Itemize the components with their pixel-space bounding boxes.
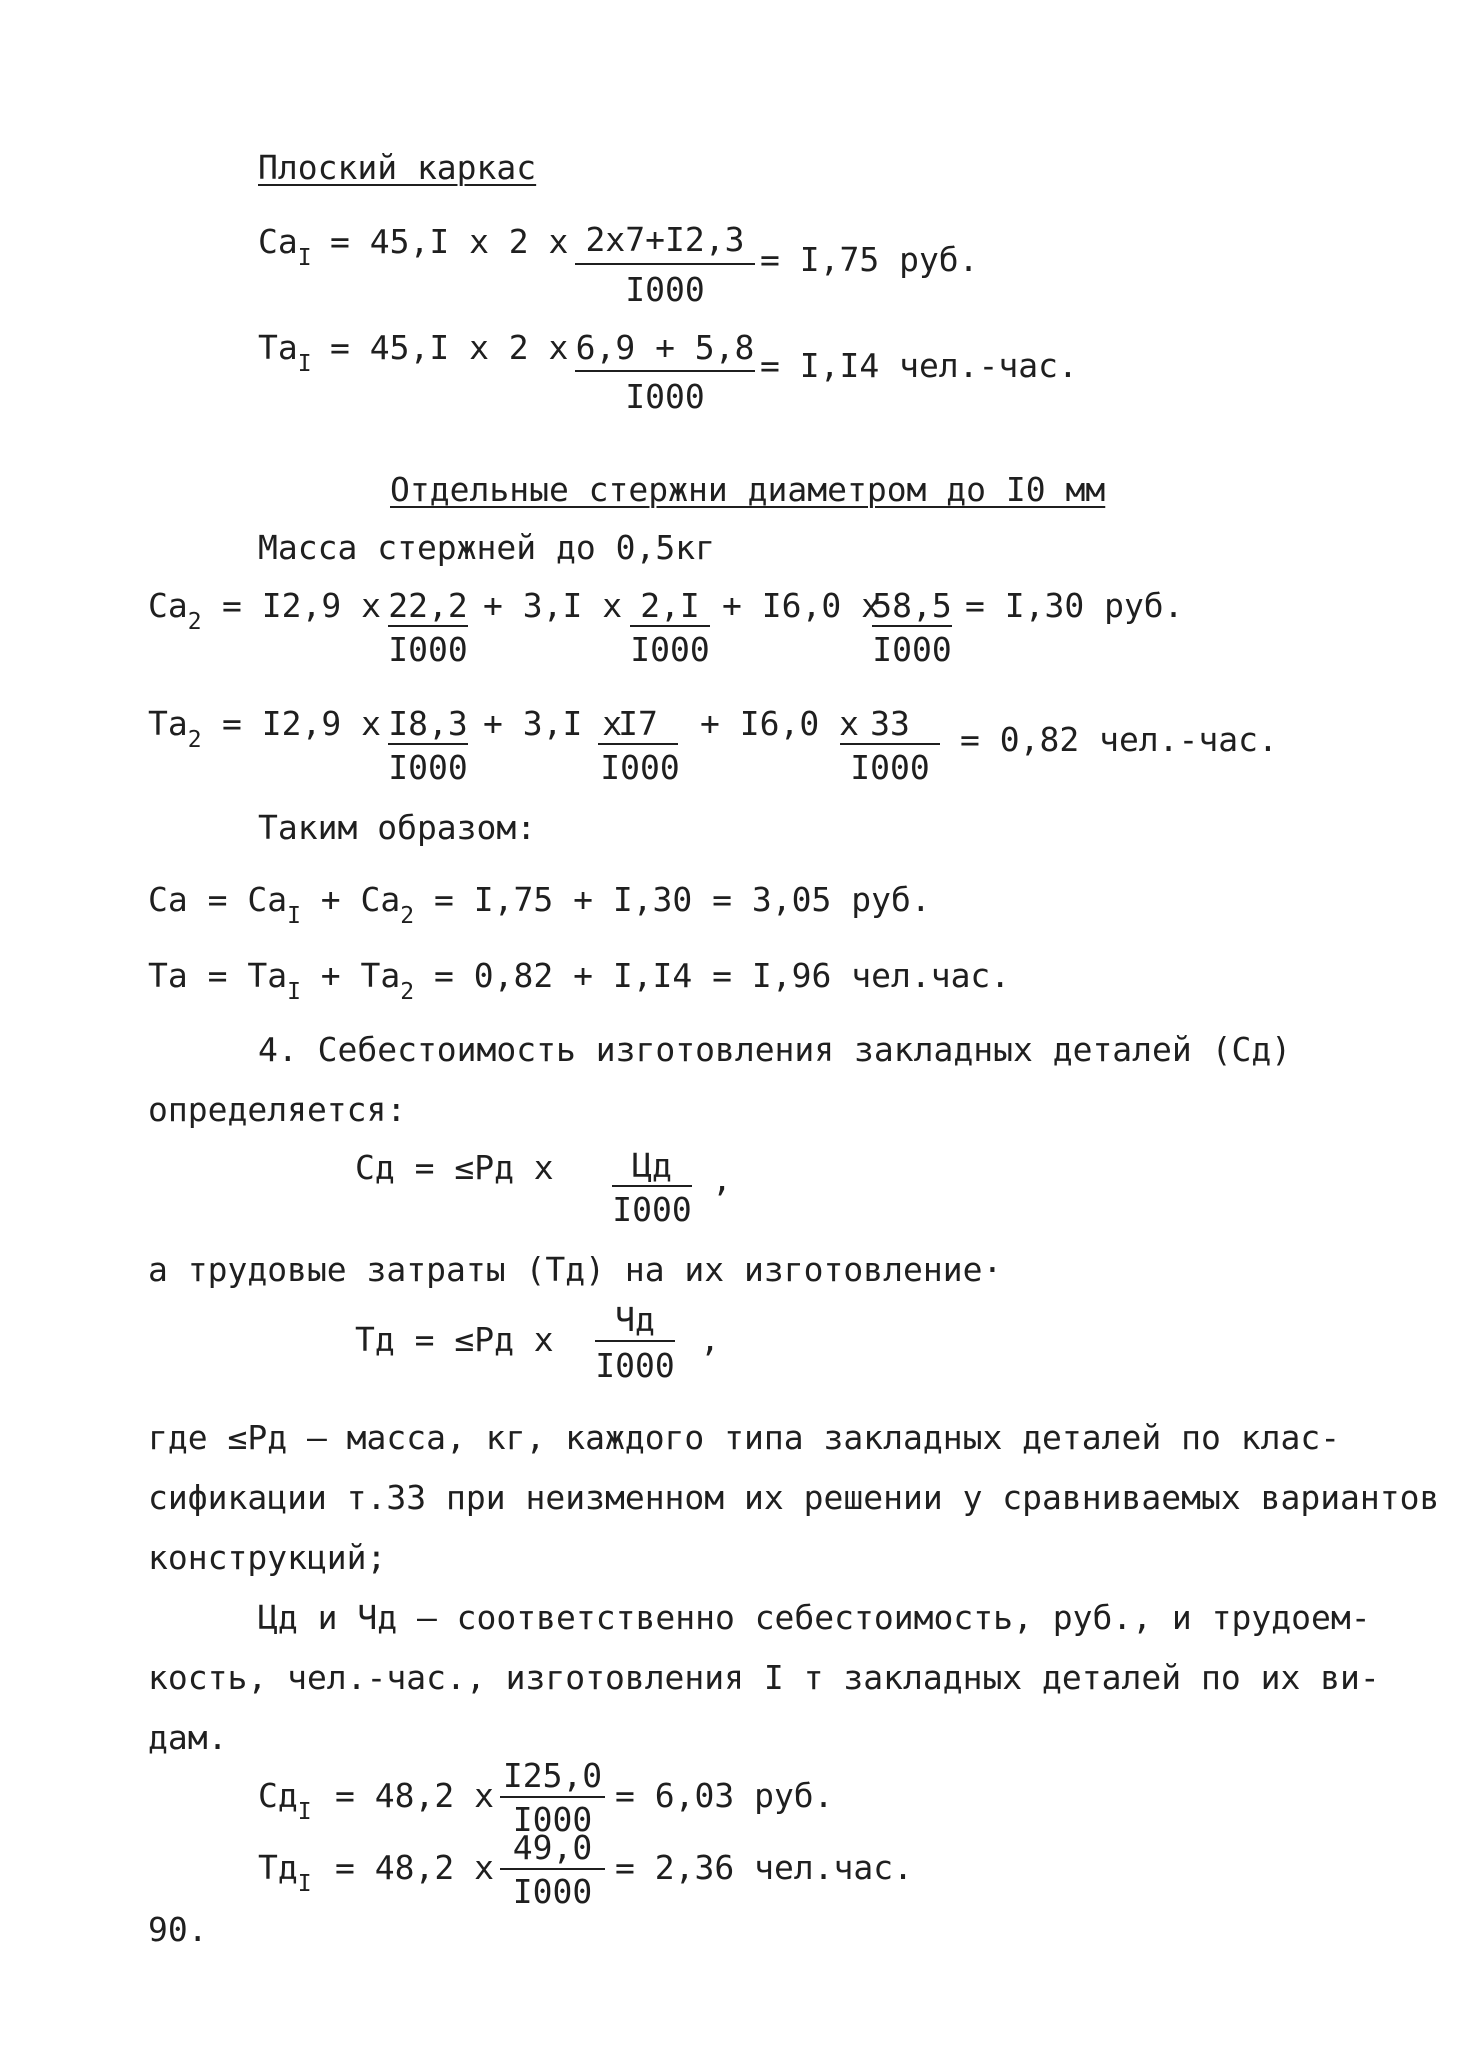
numerator: Чд [615, 1300, 655, 1339]
lhs: $Та_I$ [258, 328, 312, 377]
paragraph-labor: а трудовые затраты (Тд) на их изготовление· [148, 1250, 1003, 1289]
result: = 2,36 чел.час. [615, 1848, 914, 1887]
definition-line-1: Цд и Чд – соответственно себестоимость, руб., и трудоем- [258, 1598, 1371, 1637]
fraction-bar [500, 1796, 605, 1798]
page-number: 90. [148, 1910, 208, 1949]
lhs: Тд = ≤Рд x [355, 1320, 554, 1359]
term-1: = I2,9 x [222, 586, 381, 625]
fraction-bar [872, 625, 952, 627]
numerator-1: 22,2 [388, 586, 468, 625]
comma: , [712, 1160, 732, 1199]
lhs: $Са_I$ [258, 222, 312, 271]
denominator: I000 [612, 1190, 692, 1229]
lhs: $Та_2$ [148, 704, 202, 753]
multiplier: = 45,I x 2 x [330, 222, 569, 261]
denominator: I000 [512, 1872, 593, 1911]
fraction-bar [598, 743, 678, 745]
denominator-3: I000 [850, 748, 930, 787]
numerator: 2x7+I2,3 [585, 220, 745, 259]
fraction-bar [388, 743, 468, 745]
lhs: $Сд_I$ [258, 1776, 312, 1825]
result: = I,I4 чел.-час. [760, 346, 1078, 385]
lhs: Сд = ≤Рд x [355, 1148, 554, 1187]
numerator-2: 2,I [640, 586, 700, 625]
section-title-flat-frame: Плоский каркас [258, 148, 537, 187]
where-line-1: где ≤Рд – масса, кг, каждого типа закладных деталей по клас- [148, 1418, 1341, 1457]
mass-note: Масса стержней до 0,5кг [258, 528, 715, 567]
denominator: I000 [595, 1346, 675, 1385]
definition-line-2: кость, чел.-час., изготовления I т закладных деталей по их ви- [148, 1658, 1380, 1697]
multiplier: = 48,2 x [335, 1776, 494, 1815]
denominator-1: I000 [388, 748, 468, 787]
fraction-bar [630, 625, 710, 627]
where-line-2: сификации т.33 при неизменном их решении у сравниваемых вариантов [148, 1478, 1440, 1517]
numerator-3: 58,5 [872, 586, 952, 625]
definition-line-3: дам. [148, 1718, 228, 1757]
numerator-1: I8,3 [388, 704, 468, 743]
term-3: + I6,0 x [700, 704, 859, 743]
denominator-2: I000 [600, 748, 680, 787]
result: = 0,82 чел.-час. [960, 720, 1278, 759]
result: = I,30 руб. [965, 586, 1184, 625]
fraction-bar [388, 625, 468, 627]
denominator: I000 [512, 1800, 593, 1839]
thus-label: Таким образом: [258, 808, 537, 847]
fraction-bar [500, 1868, 605, 1870]
fraction-bar [575, 370, 755, 372]
fraction-bar [612, 1185, 692, 1187]
multiplier: = 48,2 x [335, 1848, 494, 1887]
term-3: + I6,0 x [722, 586, 881, 625]
lhs: $Тд_I$ [258, 1848, 312, 1897]
where-line-3: конструкций; [148, 1538, 387, 1577]
term-2: + 3,I x [483, 704, 623, 743]
fraction-bar [595, 1340, 675, 1342]
comma: , [700, 1320, 720, 1359]
numerator: Цд [632, 1146, 672, 1185]
lhs: $Са_2$ [148, 586, 202, 635]
sum-ca: Са = $Са_I + Са_2 = I,75 + I,30 = 3,05$ руб. [148, 880, 931, 929]
denominator: I000 [625, 377, 705, 416]
numerator: 49,0 [512, 1828, 593, 1867]
result: = I,75 руб. [760, 240, 979, 279]
numerator-3: 33 [870, 704, 910, 743]
term-2: + 3,I x [483, 586, 623, 625]
term-1: = I2,9 x [222, 704, 381, 743]
section-title-separate-bars: Отдельные стержни диаметром до I0 мм [390, 470, 1106, 509]
fraction-bar [575, 263, 755, 265]
denominator-1: I000 [388, 630, 468, 669]
multiplier: = 45,I x 2 x [330, 328, 569, 367]
paragraph-4-line-1: 4. Себестоимость изготовления закладных деталей (Сд) [258, 1030, 1292, 1069]
fraction-bar [840, 743, 940, 745]
numerator: 6,9 + 5,8 [575, 328, 755, 367]
denominator-2: I000 [630, 630, 710, 669]
sum-ta: Та = $Та_I + Та_2 = 0,82 + I,I4 = I,96$ чел.час. [148, 956, 1011, 1005]
numerator: I25,0 [502, 1756, 603, 1795]
numerator-2: I7 [618, 704, 658, 743]
denominator: I000 [625, 270, 705, 309]
result: = 6,03 руб. [615, 1776, 834, 1815]
denominator-3: I000 [872, 630, 952, 669]
paragraph-4-line-2: определяется: [148, 1090, 407, 1129]
